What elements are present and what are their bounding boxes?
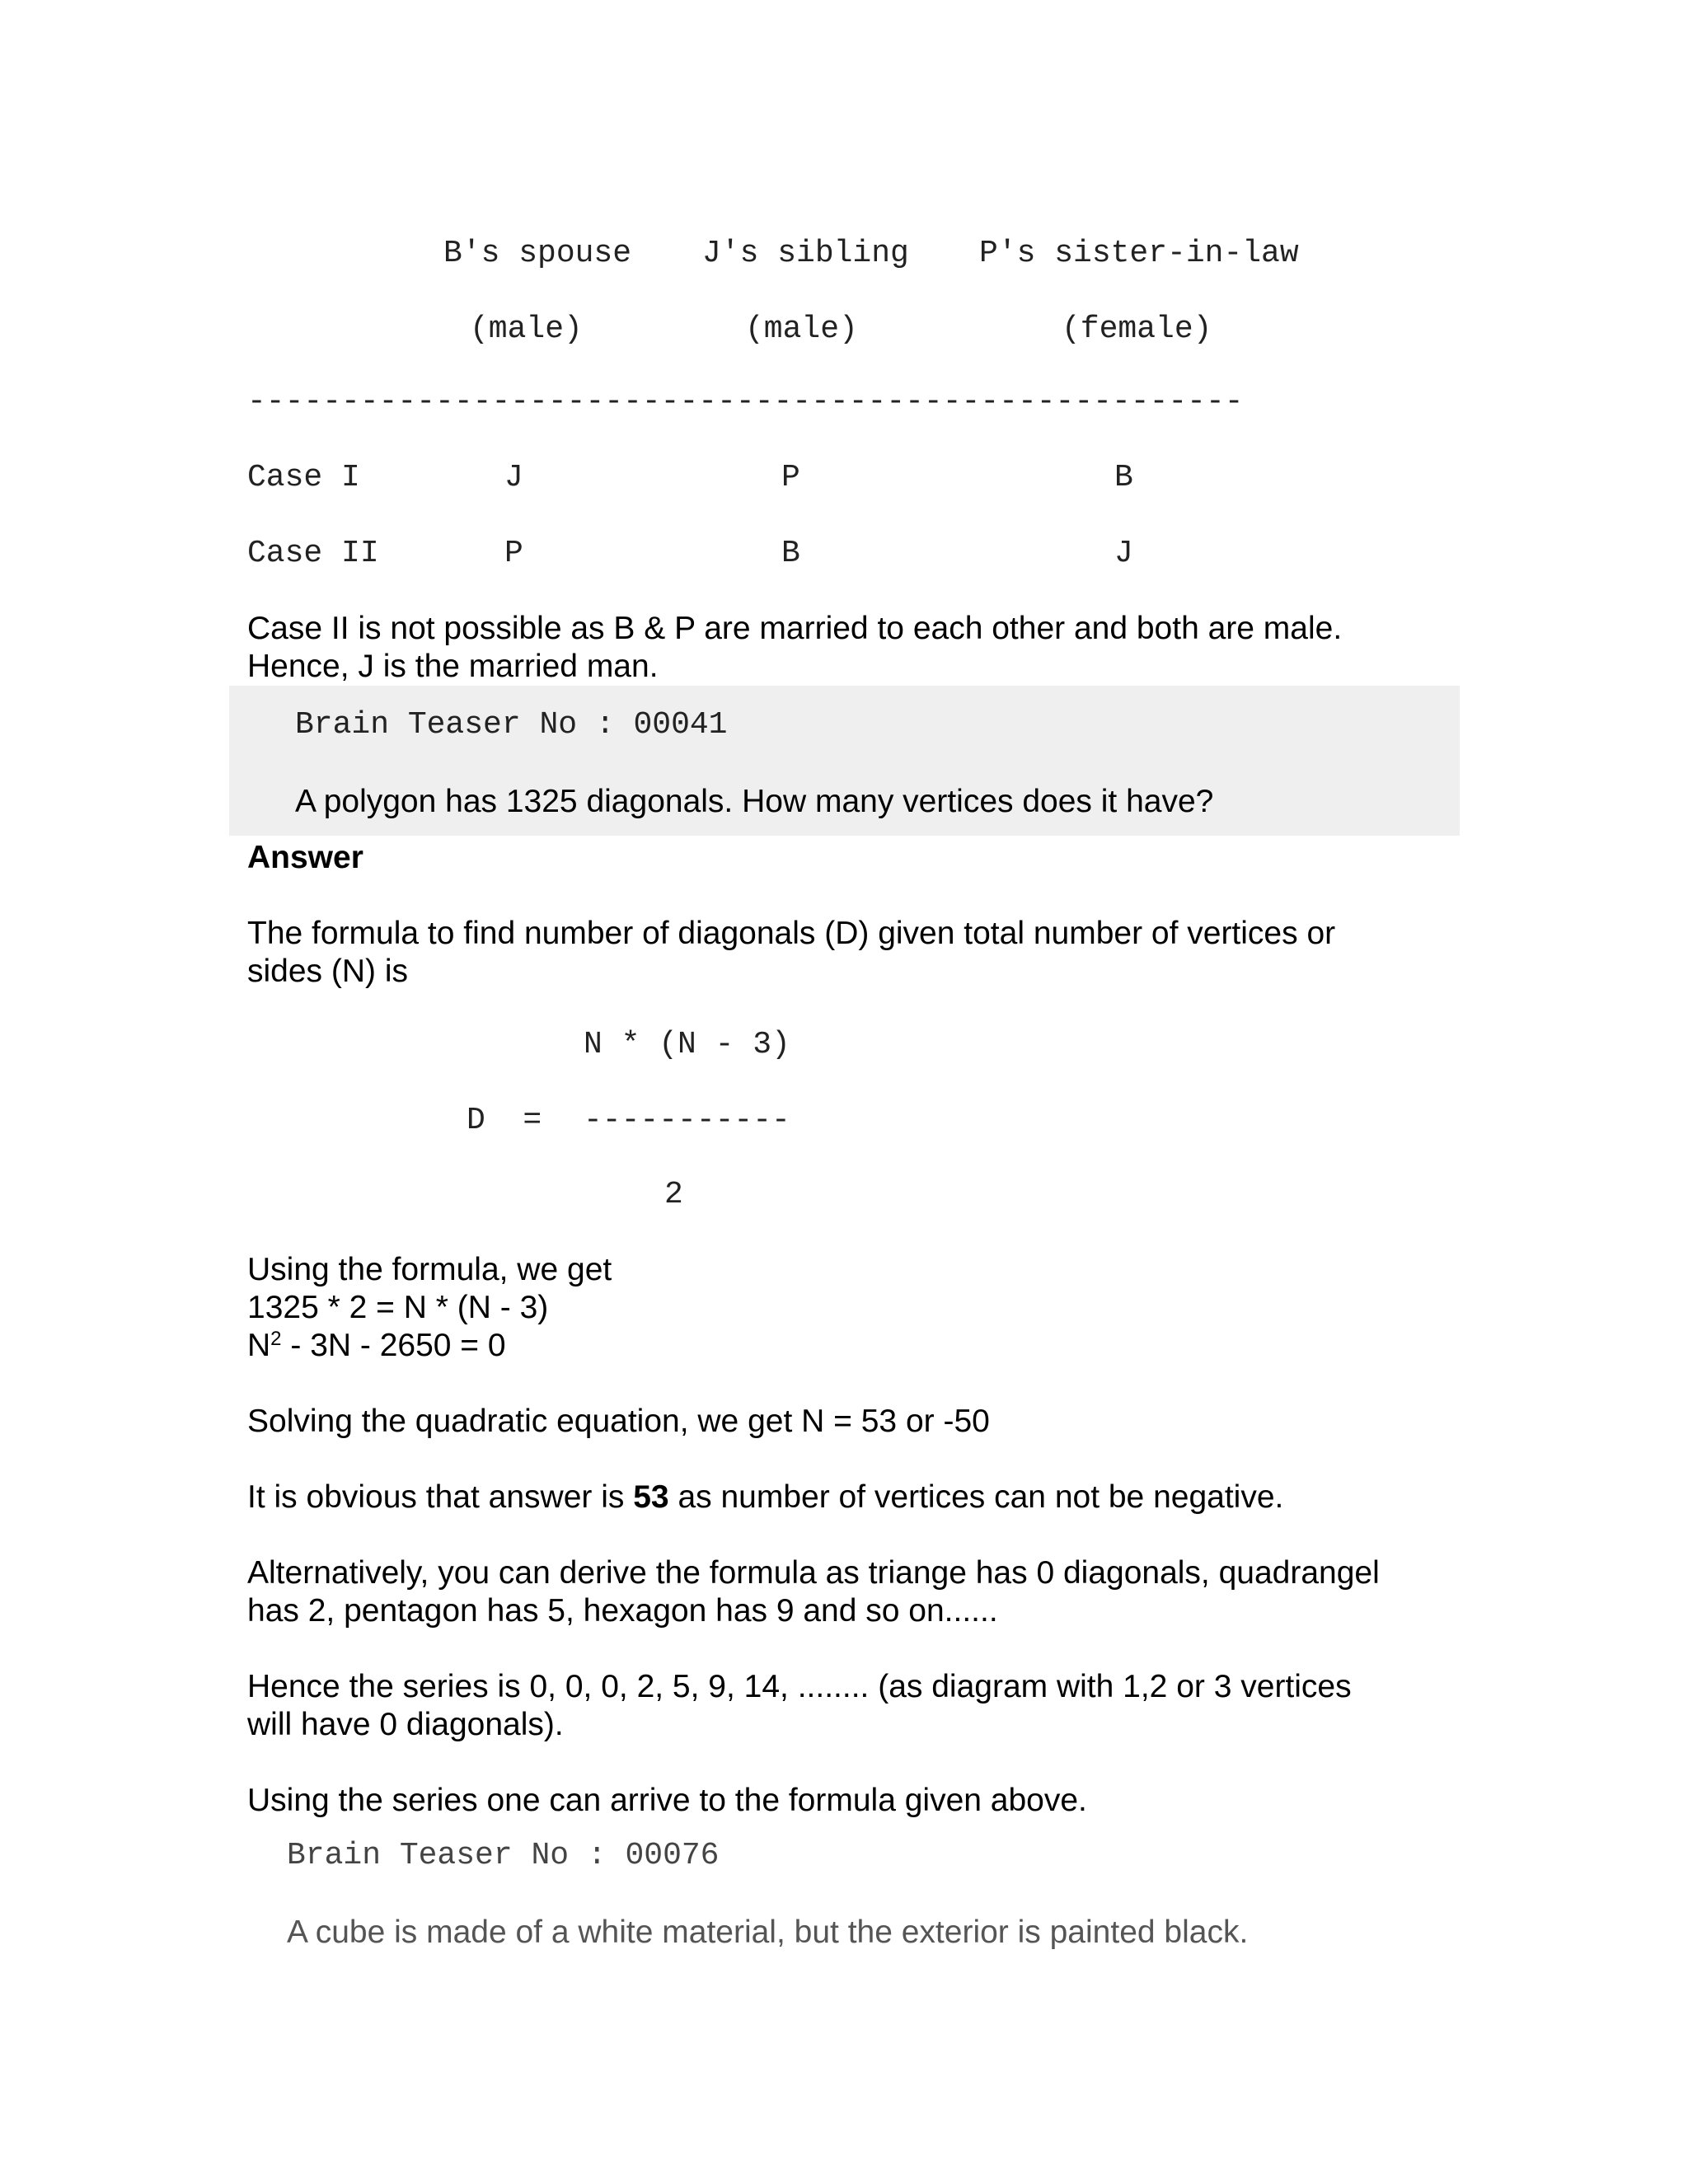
table-header-b-spouse: B's spouse [443,236,632,271]
solving-line: Solving the quadratic equation, we get N = 53 or -50 [247,1404,990,1439]
table-header-p-sister-in-law: P's sister-in-law [979,236,1299,271]
table-cell-case2-p: J [1114,536,1133,571]
table-row-label-case-2: Case II [247,536,379,571]
formula-denominator: 2 [664,1177,683,1212]
obvious-line [247,1479,1283,1516]
formula-numerator: N * (N - 3) [584,1027,790,1062]
answer-intro-line-2: sides (N) is [247,954,409,989]
table-subheader-male-1: (male) [470,312,583,347]
obvious-post: as number of vertices can not be negative. [668,1479,1284,1515]
formula-lhs: D = [467,1103,542,1138]
obvious-pre: It is obvious that answer is [247,1479,634,1515]
table-subheader-male-2: (male) [745,312,858,347]
table-cell-case1-j: P [781,460,800,495]
table-cell-case2-b: P [504,536,523,571]
table-row-label-case-1: Case I [247,460,360,495]
using-formula-line: Using the formula, we get [247,1252,612,1287]
table-cell-case1-b: J [504,460,523,495]
answer-value: 53 [633,1479,669,1515]
series-line-1: Hence the series is 0, 0, 0, 2, 5, 9, 14, ........ (as diagram with 1,2 or 3 vertices [247,1669,1352,1704]
equation-2-exponent: 2 [270,1328,282,1350]
closing-line: Using the series one can arrive to the formula given above. [247,1783,1087,1818]
conclusion-line-1: Case II is not possible as B & P are married to each other and both are male. [247,611,1343,646]
table-header-j-sibling: J's sibling [702,236,909,271]
teaser-76-question: A cube is made of a white material, but the exterior is painted black. [287,1915,1249,1950]
table-subheader-female: (female) [1062,312,1212,347]
table-divider: ----------------------------------------------------- [247,384,1244,419]
answer-intro-line-1: The formula to find number of diagonals (D) given total number of vertices or [247,916,1336,951]
equation-2-base: N [247,1328,271,1363]
teaser-41-question: A polygon has 1325 diagonals. How many vertices does it have? [295,784,1214,819]
table-cell-case1-p: B [1114,460,1133,495]
teaser-76-title: Brain Teaser No : 00076 [287,1838,720,1873]
alternative-line-1: Alternatively, you can derive the formula as triange has 0 diagonals, quadrangel [247,1555,1380,1591]
answer-heading: Answer [247,840,363,875]
equation-1: 1325 * 2 = N * (N - 3) [247,1290,549,1325]
conclusion-line-2: Hence, J is the married man. [247,649,659,684]
table-cell-case2-j: B [781,536,800,571]
equation-2-rest: - 3N - 2650 = 0 [281,1328,506,1363]
teaser-41-title: Brain Teaser No : 00041 [295,707,728,743]
alternative-line-2: has 2, pentagon has 5, hexagon has 9 and so on...... [247,1593,998,1629]
formula-fraction-bar: ----------- [584,1103,790,1138]
series-line-2: will have 0 diagonals). [247,1707,564,1742]
equation-2 [247,1327,506,1365]
